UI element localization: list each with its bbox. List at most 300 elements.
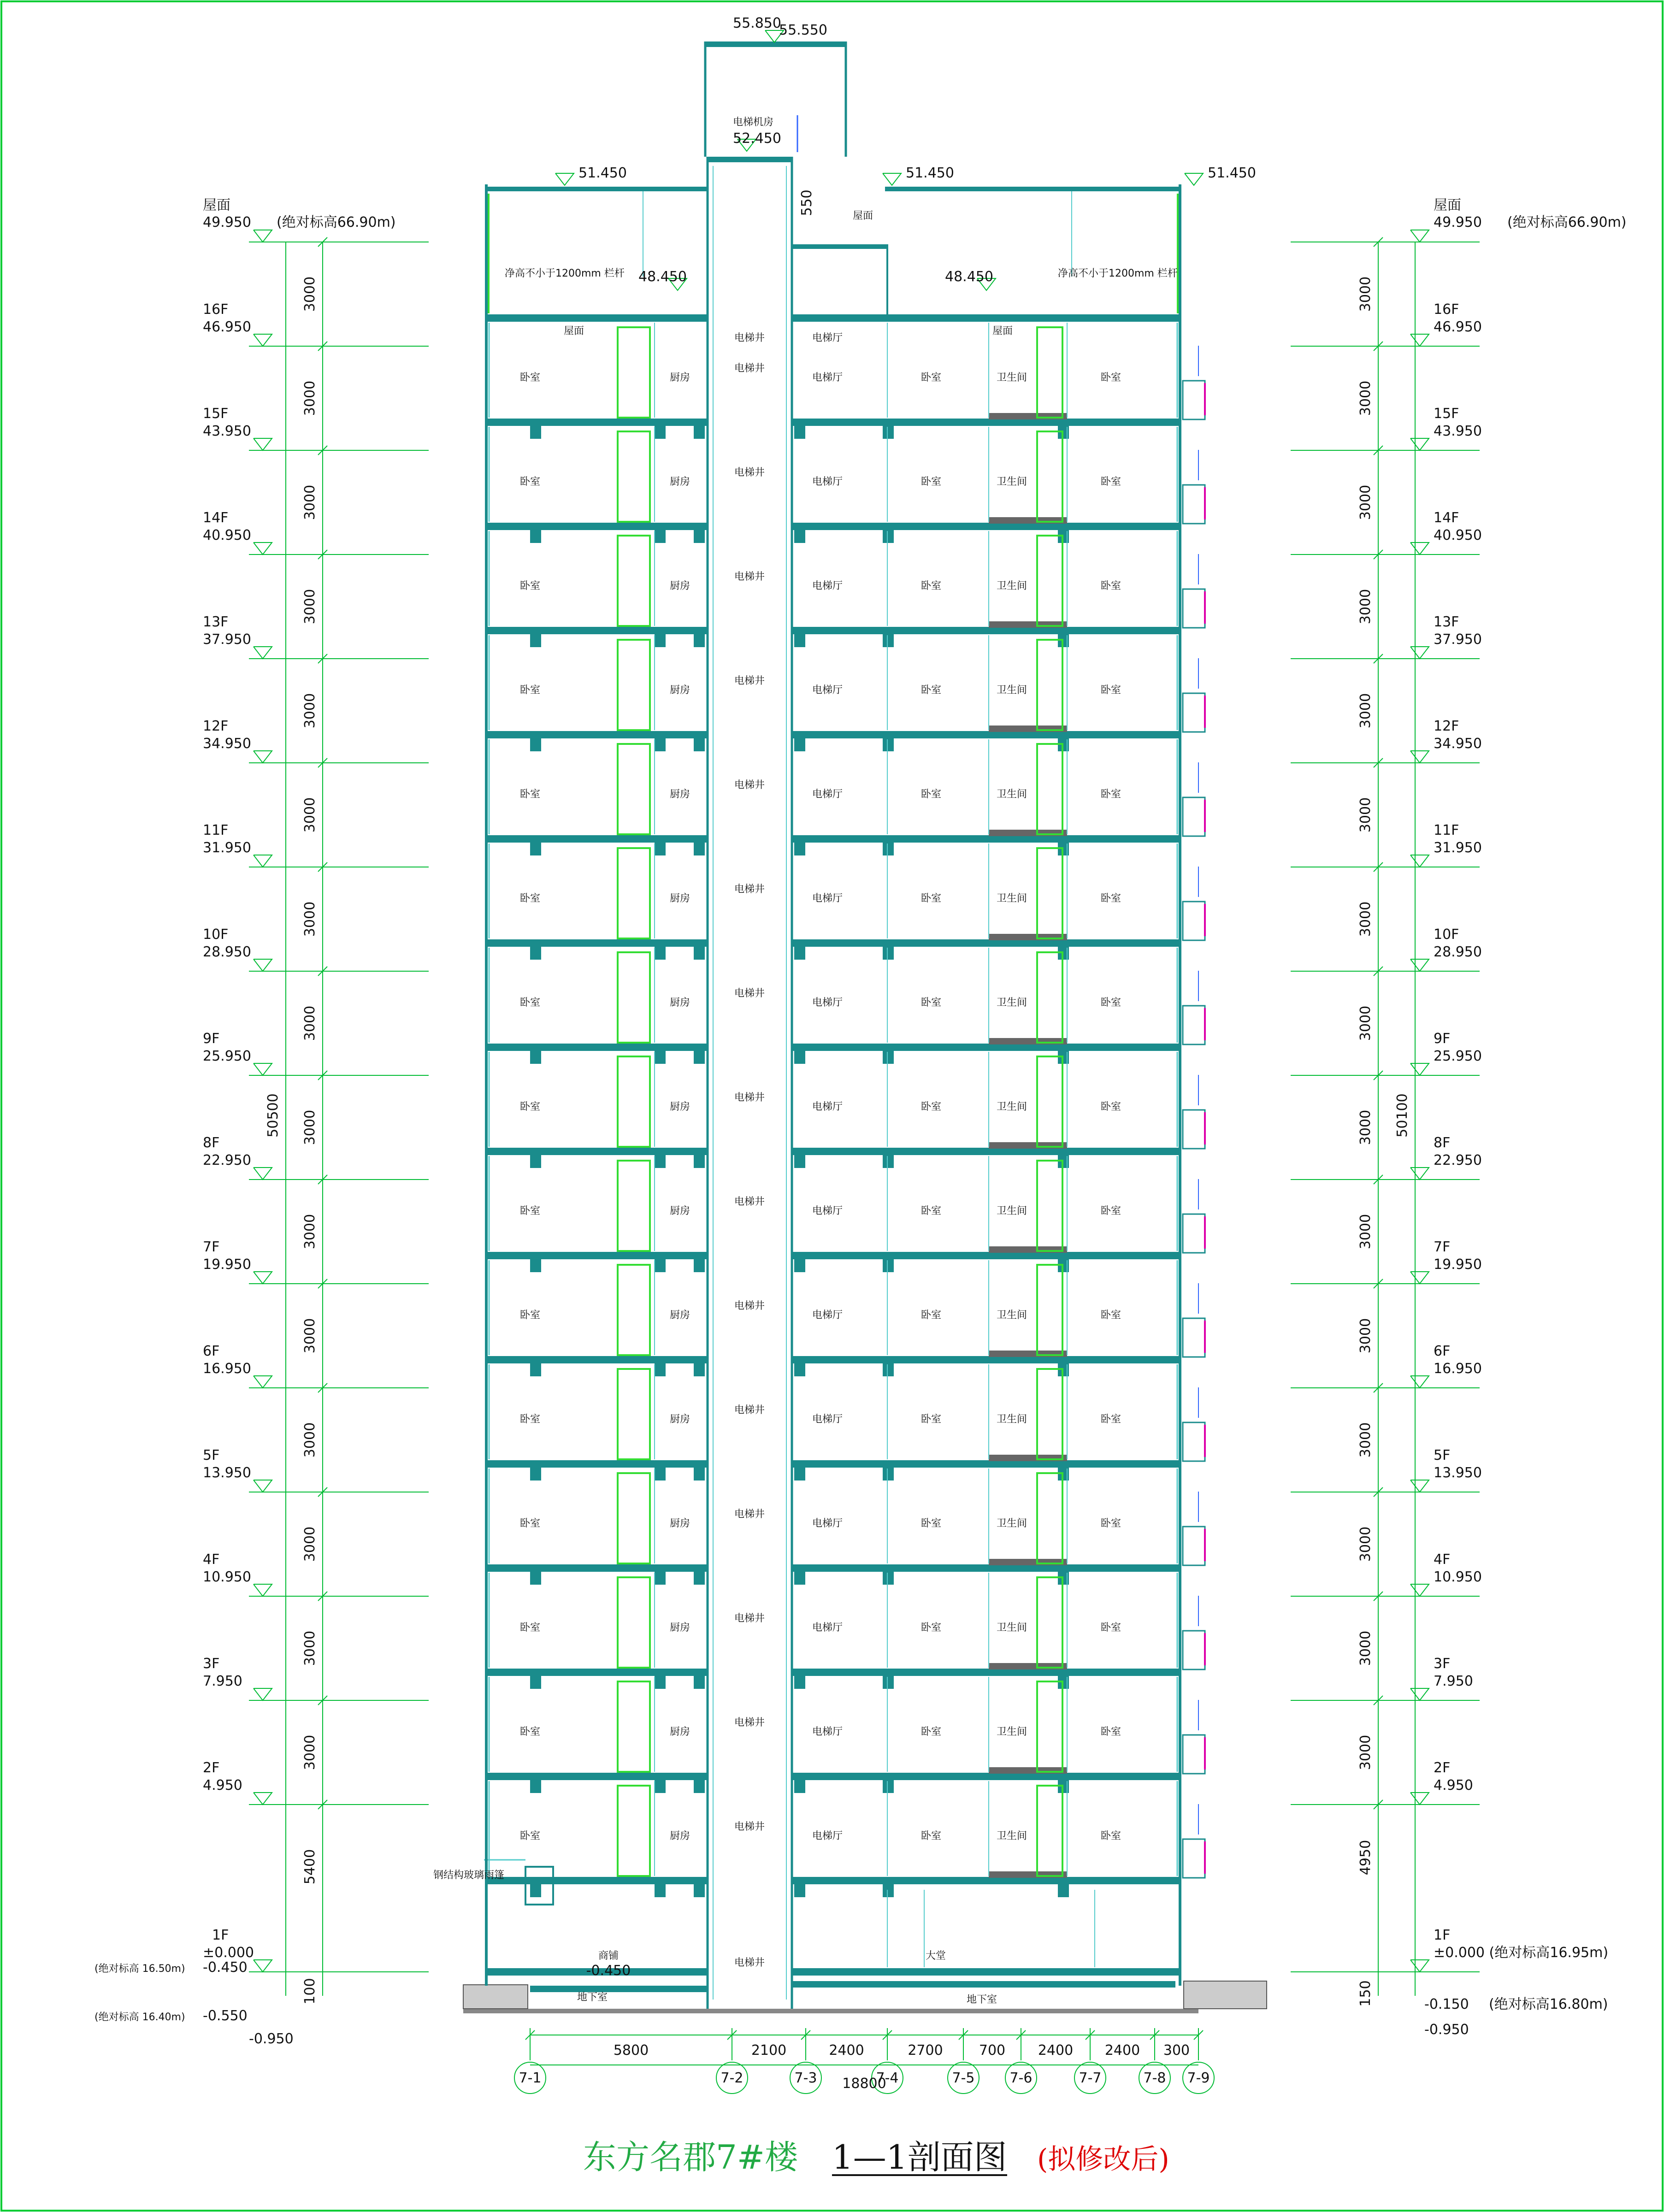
room-bedroom: 卧室 xyxy=(519,1518,541,1529)
room-bedroom: 卧室 xyxy=(921,476,942,488)
floor-elev: 43.950 xyxy=(203,423,251,439)
floor-slab xyxy=(486,1669,708,1676)
elev-parapet-right: 51.450 xyxy=(1208,165,1256,181)
floor-name: 16F xyxy=(203,301,229,318)
title-section: 1—1剖面图 xyxy=(832,2138,1007,2177)
label-roof-right: 屋面 xyxy=(992,325,1013,337)
floor-name: 5F xyxy=(203,1447,220,1463)
room-kitchen: 厨房 xyxy=(669,1205,690,1217)
floor-slab xyxy=(486,835,708,843)
door xyxy=(618,744,650,834)
floor-elev: 13.950 xyxy=(1434,1465,1482,1481)
floor-slab xyxy=(486,1877,708,1884)
dim-shaft-gap: 550 xyxy=(799,189,815,216)
dim-floor-height: 3000 xyxy=(1357,901,1374,937)
floor-slab xyxy=(486,939,708,947)
room-bedroom: 卧室 xyxy=(921,997,942,1009)
door xyxy=(1037,1265,1062,1355)
door xyxy=(1037,1161,1062,1251)
room-bedroom: 卧室 xyxy=(1100,372,1121,383)
floor-slab xyxy=(792,1460,1180,1468)
balcony-rail xyxy=(1183,1214,1205,1253)
elevation-marker xyxy=(254,1376,272,1388)
foundation xyxy=(463,2009,1198,2013)
floor-name: 3F xyxy=(203,1656,220,1672)
floor-name: 13F xyxy=(203,614,229,630)
floor-slab xyxy=(792,1356,1180,1363)
elevation-marker xyxy=(254,647,272,659)
room-kitchen: 厨房 xyxy=(669,476,690,488)
floor-name: 16F xyxy=(1434,301,1459,318)
door xyxy=(618,1161,650,1251)
room-bedroom: 卧室 xyxy=(1100,1830,1121,1842)
door xyxy=(618,1681,650,1772)
roof-elev-value: 49.950 xyxy=(203,214,251,230)
dim-floor-height: 3000 xyxy=(302,901,318,937)
floor-name: 5F xyxy=(1434,1447,1451,1463)
beam xyxy=(655,523,666,543)
title-svg xyxy=(583,2132,1275,2183)
beam xyxy=(794,1460,805,1481)
door xyxy=(1037,640,1062,730)
beam xyxy=(530,1460,541,1481)
beam xyxy=(883,939,894,960)
beam xyxy=(655,419,666,439)
beam xyxy=(883,1460,894,1481)
dim-floor-height: 3000 xyxy=(302,1526,318,1562)
room-hall: 电梯厅 xyxy=(812,476,843,488)
room-bath: 卫生间 xyxy=(996,1518,1027,1529)
dim-floor-height: 3000 xyxy=(302,1630,318,1666)
room-shaft: 电梯井 xyxy=(734,363,765,374)
elevation-marker xyxy=(254,855,272,867)
label-roof-hall: 电梯厅 xyxy=(812,332,843,344)
beam xyxy=(694,939,705,960)
room-shaft: 电梯井 xyxy=(734,1717,765,1728)
balcony-rail xyxy=(1183,1631,1205,1669)
room-shaft: 电梯井 xyxy=(734,1509,765,1520)
floor-elev: 34.950 xyxy=(203,736,251,752)
door xyxy=(618,1473,650,1563)
floor-elev: 13.950 xyxy=(203,1465,251,1481)
beam xyxy=(530,627,541,647)
floor-slab xyxy=(486,1564,708,1572)
room-bedroom: 卧室 xyxy=(921,1830,942,1842)
room-bath: 卫生间 xyxy=(996,893,1027,904)
room-shaft: 电梯井 xyxy=(734,1821,765,1833)
balcony-rail xyxy=(1183,1839,1205,1878)
dim-floor-height: 3000 xyxy=(302,1734,318,1770)
room-hall: 电梯厅 xyxy=(812,1205,843,1217)
balcony-rail xyxy=(1183,1006,1205,1044)
dim-floor-height: 3000 xyxy=(1357,1214,1374,1250)
axis-label: 7-6 xyxy=(1009,2070,1033,2086)
parapet xyxy=(885,187,1180,191)
beam xyxy=(794,731,805,751)
dim-first-floor: 4950 xyxy=(1357,1840,1374,1876)
axis-label: 7-8 xyxy=(1143,2070,1166,2086)
label-machine-room: 电梯机房 xyxy=(733,117,774,128)
dim-segment: 300 xyxy=(1163,2042,1190,2059)
dim-base: 150 xyxy=(1357,1980,1374,2007)
room-bedroom: 卧室 xyxy=(519,1622,541,1634)
door xyxy=(618,1786,650,1876)
beam xyxy=(794,939,805,960)
balcony-rail xyxy=(1183,693,1205,732)
dim-floor-height: 3000 xyxy=(302,589,318,625)
dim-floor-height: 3000 xyxy=(1357,1734,1374,1770)
beam xyxy=(655,731,666,751)
beam xyxy=(694,835,705,855)
door xyxy=(1037,1056,1062,1147)
parapet xyxy=(486,187,708,191)
beam xyxy=(655,1148,666,1168)
elevation-marker xyxy=(254,543,272,554)
floor-elev: 22.950 xyxy=(1434,1152,1482,1168)
floor-elev: 10.950 xyxy=(203,1569,251,1585)
room-shaft: 电梯井 xyxy=(734,571,765,583)
elevation-marker xyxy=(1410,751,1429,763)
elevation-marker xyxy=(1410,1168,1429,1180)
room-kitchen: 厨房 xyxy=(669,684,690,696)
room-bath: 卫生间 xyxy=(996,1310,1027,1321)
stair-roof-slab xyxy=(793,244,887,249)
floor-slab xyxy=(486,1356,708,1363)
room-bedroom: 卧室 xyxy=(1100,1101,1121,1113)
room-kitchen: 厨房 xyxy=(669,1414,690,1425)
floor-slab xyxy=(792,627,1180,634)
dim-segment: 2100 xyxy=(751,2042,787,2059)
floor-1f-elev: ±0.000 xyxy=(203,1945,254,1961)
door xyxy=(618,536,650,626)
room-shaft: 电梯井 xyxy=(734,779,765,791)
elevation-marker xyxy=(1410,959,1429,971)
elev-machine-room: 52.450 xyxy=(733,130,781,147)
machine-room-slab xyxy=(708,157,792,162)
beam xyxy=(530,1669,541,1689)
balcony-rail xyxy=(1183,797,1205,836)
room-bedroom: 卧室 xyxy=(519,1205,541,1217)
floor-name: 7F xyxy=(203,1239,220,1255)
floor-elev: 46.950 xyxy=(203,319,251,335)
room-bath: 卫生间 xyxy=(996,684,1027,696)
door xyxy=(618,952,650,1043)
beam xyxy=(530,1044,541,1064)
beam xyxy=(694,523,705,543)
room-hall: 电梯厅 xyxy=(812,1101,843,1113)
beam xyxy=(883,1877,894,1897)
roof-elev-abs: (绝对标高66.90m) xyxy=(1507,214,1627,230)
room-bedroom: 卧室 xyxy=(1100,789,1121,800)
room-bedroom: 卧室 xyxy=(519,1726,541,1738)
room-shaft: 电梯井 xyxy=(734,1613,765,1624)
dim-floor-height: 3000 xyxy=(302,1422,318,1458)
elevation-marker xyxy=(1410,1376,1429,1388)
label-shaft-1f: 电梯井 xyxy=(734,1957,765,1969)
floor-name: 9F xyxy=(1434,1031,1451,1047)
dimension-lines xyxy=(249,30,1480,2094)
elevation-marker xyxy=(254,1688,272,1700)
room-bath: 卫生间 xyxy=(996,372,1027,383)
door xyxy=(618,640,650,730)
room-bedroom: 卧室 xyxy=(519,580,541,592)
room-hall: 电梯厅 xyxy=(812,1830,843,1842)
label-basement-left: 地下室 xyxy=(577,1992,608,2003)
floor-elev: 28.950 xyxy=(1434,944,1482,960)
room-bedroom: 卧室 xyxy=(1100,1622,1121,1634)
floor-elev: 31.950 xyxy=(203,840,251,856)
elevation-marker xyxy=(883,173,901,185)
door xyxy=(618,848,650,938)
dim-floor-height: 3000 xyxy=(1357,1422,1374,1458)
room-shaft: 电梯井 xyxy=(734,675,765,687)
floor-1f: 1F xyxy=(212,1927,229,1943)
room-kitchen: 厨房 xyxy=(669,893,690,904)
beam xyxy=(883,1148,894,1168)
elev-shop: -0.450 xyxy=(586,1963,631,1979)
beam xyxy=(794,1252,805,1272)
dim-floor-height: 3000 xyxy=(302,1214,318,1250)
floor-name: 8F xyxy=(203,1135,220,1151)
floor-elev: 34.950 xyxy=(1434,736,1482,752)
axis-label: 7-9 xyxy=(1187,2070,1210,2086)
elevation-marker xyxy=(254,230,272,242)
room-bath: 卫生间 xyxy=(996,1205,1027,1217)
floor-slab xyxy=(792,939,1180,947)
ground-slab xyxy=(792,1968,1180,1976)
floor-name: 2F xyxy=(1434,1760,1451,1776)
title-note: (拟修改后) xyxy=(1037,2143,1169,2176)
room-hall: 电梯厅 xyxy=(812,1310,843,1321)
axis-label: 7-4 xyxy=(876,2070,899,2086)
beam xyxy=(1058,1877,1069,1897)
room-bath: 卫生间 xyxy=(996,1414,1027,1425)
floor-elev: 22.950 xyxy=(203,1152,251,1168)
beam xyxy=(794,1044,805,1064)
floor-name: 4F xyxy=(203,1551,220,1568)
room-bedroom: 卧室 xyxy=(519,1310,541,1321)
floor-slab xyxy=(486,627,708,634)
floor-slab xyxy=(792,419,1180,426)
balcony-rail xyxy=(1183,381,1205,419)
room-bath: 卫生间 xyxy=(996,1622,1027,1634)
floor-slab xyxy=(792,1564,1180,1572)
elevation-marker xyxy=(1410,855,1429,867)
roof-elev-abs: (绝对标高66.90m) xyxy=(277,214,396,230)
elevation-marker xyxy=(1410,1584,1429,1596)
beam xyxy=(794,1877,805,1897)
elevation-marker xyxy=(1410,1793,1429,1805)
balcony-rail xyxy=(1183,1527,1205,1565)
floor-slab xyxy=(486,731,708,738)
dim-segment: 2400 xyxy=(1038,2042,1074,2059)
elev-terrace-left: 48.450 xyxy=(638,269,687,285)
room-shaft: 电梯井 xyxy=(734,1196,765,1208)
beam xyxy=(655,835,666,855)
room-bedroom: 卧室 xyxy=(519,997,541,1009)
floor-slab xyxy=(792,1148,1180,1155)
dim-floor-height: 3000 xyxy=(1357,589,1374,625)
dim-floor-height: 3000 xyxy=(1357,693,1374,729)
beam xyxy=(694,1044,705,1064)
axis-label: 7-5 xyxy=(952,2070,975,2086)
axis-label: 7-2 xyxy=(720,2070,743,2086)
title-project: 东方名郡7#楼 xyxy=(583,2138,798,2177)
elevation-marker xyxy=(1185,173,1203,185)
door xyxy=(1037,848,1062,938)
balcony-rail xyxy=(1183,1110,1205,1149)
room-shaft: 电梯井 xyxy=(734,467,765,478)
beam xyxy=(655,1252,666,1272)
label-roof-left: 屋面 xyxy=(563,325,584,337)
floor-elev: 19.950 xyxy=(203,1256,251,1273)
floor-name: 7F xyxy=(1434,1239,1451,1255)
roof-elev-label: 屋面 xyxy=(203,197,230,213)
label-roof-shaft: 电梯井 xyxy=(734,332,765,344)
roof-slab xyxy=(792,314,1180,322)
elev-left-2: -0.550 xyxy=(203,2008,248,2024)
beam xyxy=(530,419,541,439)
elev-left-abs-2: (绝对标高 16.40m) xyxy=(94,2011,185,2023)
room-bedroom: 卧室 xyxy=(921,893,942,904)
axis-label: 7-3 xyxy=(794,2070,817,2086)
room-bedroom: 卧室 xyxy=(1100,1518,1121,1529)
room-bath: 卫生间 xyxy=(996,789,1027,800)
beam xyxy=(794,1356,805,1376)
dim-floor-height: 3000 xyxy=(1357,1005,1374,1041)
floor-slab xyxy=(486,523,708,530)
beam xyxy=(794,835,805,855)
room-bedroom: 卧室 xyxy=(1100,684,1121,696)
beam xyxy=(883,1564,894,1585)
floor-slab xyxy=(486,1773,708,1780)
floor-slab xyxy=(486,1148,708,1155)
room-hall: 电梯厅 xyxy=(812,997,843,1009)
elevation-marker xyxy=(254,438,272,450)
floor-elev: 16.950 xyxy=(1434,1361,1482,1377)
label-shop: 商铺 xyxy=(598,1950,619,1962)
beam xyxy=(655,1460,666,1481)
room-shaft: 电梯井 xyxy=(734,884,765,895)
room-bath: 卫生间 xyxy=(996,580,1027,592)
beam xyxy=(655,1669,666,1689)
door xyxy=(1037,952,1062,1043)
beam xyxy=(694,1669,705,1689)
beam xyxy=(530,1877,541,1897)
room-bedroom: 卧室 xyxy=(1100,997,1121,1009)
elevation-marker xyxy=(254,1960,272,1972)
room-bedroom: 卧室 xyxy=(921,684,942,696)
beam xyxy=(883,835,894,855)
beam xyxy=(530,1356,541,1376)
dim-total-value: 50100 xyxy=(1394,1093,1410,1138)
room-hall: 电梯厅 xyxy=(812,789,843,800)
elevation-marker xyxy=(1410,230,1429,242)
elev-right-1: -0.150 xyxy=(1424,1996,1469,2012)
room-bedroom: 卧室 xyxy=(921,789,942,800)
floor-elev: 28.950 xyxy=(203,944,251,960)
door xyxy=(1037,1473,1062,1563)
room-bath: 卫生间 xyxy=(996,1830,1027,1842)
room-hall: 电梯厅 xyxy=(812,580,843,592)
floor-slab xyxy=(486,1460,708,1468)
room-kitchen: 厨房 xyxy=(669,580,690,592)
annotation-text xyxy=(94,15,1627,2092)
room-bedroom: 卧室 xyxy=(1100,1310,1121,1321)
door xyxy=(1037,744,1062,834)
floor-elev: 43.950 xyxy=(1434,423,1482,439)
room-hall: 电梯厅 xyxy=(812,1726,843,1738)
dim-floor-height: 3000 xyxy=(1357,797,1374,833)
room-kitchen: 厨房 xyxy=(669,372,690,383)
beam xyxy=(530,835,541,855)
label-railing-left: 净高不小于1200mm 栏杆 xyxy=(505,268,625,279)
beam xyxy=(530,1148,541,1168)
beam xyxy=(883,1356,894,1376)
beam xyxy=(694,1877,705,1897)
door xyxy=(618,327,650,418)
beam xyxy=(530,1252,541,1272)
dim-floor-height: 3000 xyxy=(1357,484,1374,520)
room-shaft: 电梯井 xyxy=(734,1092,765,1103)
room-hall: 电梯厅 xyxy=(812,893,843,904)
floor-elev: 4.950 xyxy=(1434,1777,1473,1793)
room-bath: 卫生间 xyxy=(996,997,1027,1009)
dim-floor-height: 3000 xyxy=(302,484,318,520)
room-kitchen: 厨房 xyxy=(669,1101,690,1113)
floor-slab xyxy=(792,1877,1180,1884)
door xyxy=(618,1369,650,1459)
door xyxy=(618,1056,650,1147)
door xyxy=(1037,1577,1062,1668)
dim-floor-height: 3000 xyxy=(1357,1630,1374,1666)
floor-elev: 40.950 xyxy=(203,527,251,543)
room-bedroom: 卧室 xyxy=(1100,1414,1121,1425)
room-bedroom: 卧室 xyxy=(519,372,541,383)
floor-name: 15F xyxy=(203,406,229,422)
elev-parapet-left: 51.450 xyxy=(578,165,627,181)
room-hall: 电梯厅 xyxy=(812,1518,843,1529)
floor-elev: 37.950 xyxy=(203,631,251,648)
room-shaft: 电梯井 xyxy=(734,988,765,999)
beam xyxy=(655,939,666,960)
elevation-marker xyxy=(1410,1960,1429,1972)
room-hall: 电梯厅 xyxy=(812,1414,843,1425)
basement-slab xyxy=(530,1986,708,1992)
elev-left-abs-1: (绝对标高 16.50m) xyxy=(94,1963,185,1975)
elevation-marker xyxy=(254,1272,272,1284)
elevation-marker xyxy=(1410,543,1429,554)
room-bedroom: 卧室 xyxy=(921,1205,942,1217)
door xyxy=(618,431,650,522)
floor-slab xyxy=(792,1252,1180,1259)
room-hall: 电梯厅 xyxy=(812,684,843,696)
dim-floor-height: 3000 xyxy=(1357,1526,1374,1562)
elev-left-1: -0.450 xyxy=(203,1959,248,1976)
stair-top-slab xyxy=(705,41,846,47)
ground-hatch xyxy=(1184,1981,1267,2009)
dim-first-floor: 5400 xyxy=(302,1849,318,1885)
balcony-rail xyxy=(1183,902,1205,940)
elevation-marker xyxy=(254,1063,272,1075)
room-bedroom: 卧室 xyxy=(519,476,541,488)
room-bath: 卫生间 xyxy=(996,1101,1027,1113)
elevation-marker xyxy=(254,751,272,763)
door xyxy=(618,1577,650,1668)
dim-floor-height: 3000 xyxy=(302,1005,318,1041)
floor-name: 14F xyxy=(203,510,229,526)
building-structure xyxy=(463,41,1267,2013)
